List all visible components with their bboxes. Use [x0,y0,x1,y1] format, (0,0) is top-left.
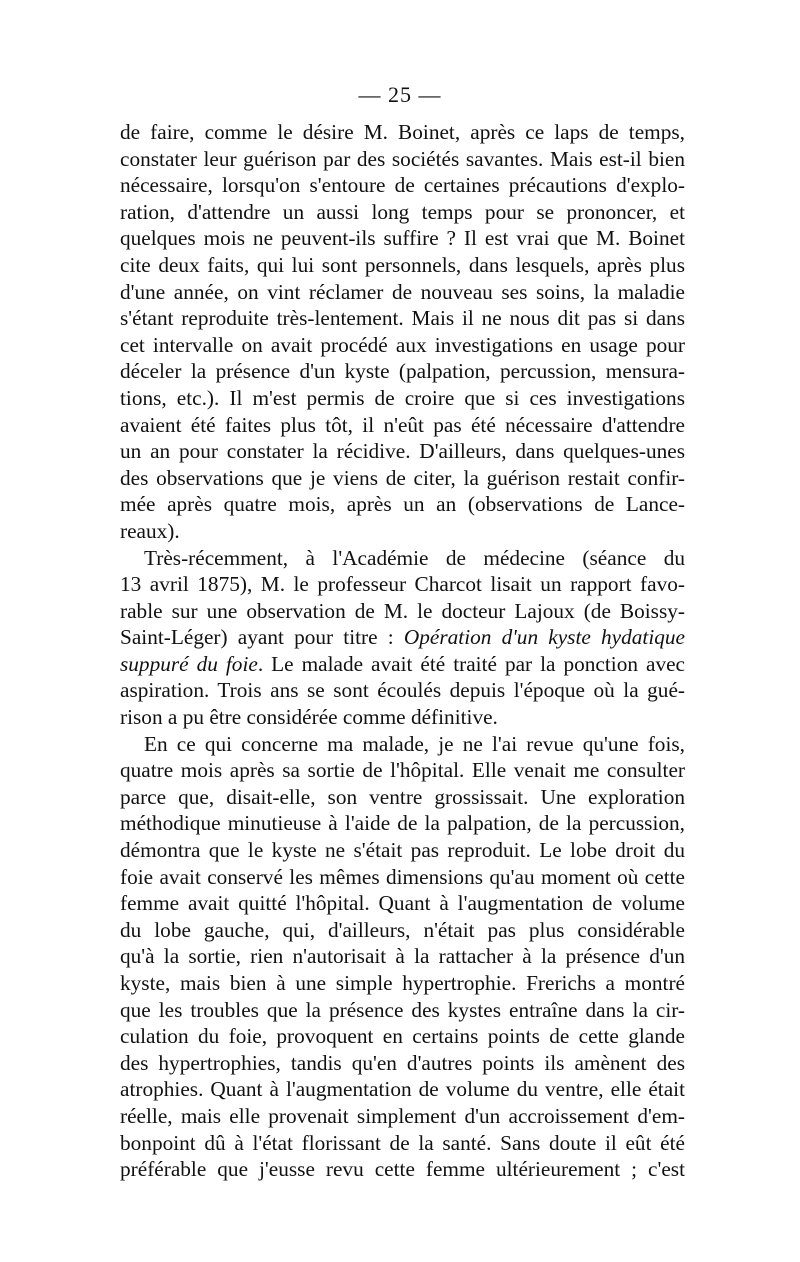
body-text [120,119,685,1183]
text-line: culation du foie, provoquent en certains points de cette glande [120,1024,685,1049]
text-line: préférable que j'eusse revu cette femme ultérieurement ; c'est [120,1157,685,1182]
text-line: parce que, disait-elle, son ventre grossissait. Une exploration [120,784,685,809]
text-line: un an pour constater la récidive. D'ailleurs, dans quelques-unes [120,439,685,464]
text-line: qu'à la sortie, rien n'autorisait à la rattacher à la présence d'un [120,944,685,969]
text-line: kyste, mais bien à une simple hypertrophie. Frerichs a montré [120,971,685,995]
italic-title: Opération d'un kyste hydatique [403,625,685,650]
text-line-with-title [120,651,685,678]
text-line: quatre mois après sa sortie de l'hôpital. Elle venait me consulter [120,758,685,783]
text-line: femme avait quitté l'hôpital. Quant à l'augmentation de volume [120,891,685,916]
text-line-with-title [120,624,685,651]
paragraph-1 [120,119,685,545]
text-segment: . Le malade avait été traité par la ponction avec [257,651,685,676]
text-line: Très-récemment, à l'Académie de médecine (séance du [144,545,685,570]
text-line: réelle, mais elle provenait simplement d'un accroissement d'em- [120,1103,685,1128]
text-line: 13 avril 1875), M. le professeur Charcot lisait un rapport favo- [120,572,685,597]
text-line: de faire, comme le désire M. Boinet, après ce laps de temps, [120,120,685,144]
text-line: constater leur guérison par des sociétés savantes. Mais est-il bien [120,146,685,171]
text-line: quelques mois ne peuvent-ils suffire ? Il est vrai que M. Boinet [120,226,685,251]
text-line: démontra que le kyste ne s'était pas reproduit. Le lobe droit du [120,838,685,863]
text-line: s'étant reproduite très-lentement. Mais il ne nous dit pas si dans [120,306,685,331]
text-line: reaux). [120,518,180,543]
page-number: — 25 — [358,82,442,107]
text-line: rison a pu être considérée comme définitive. [120,705,498,730]
text-line: des hypertrophies, tandis qu'en d'autres points ils amènent des [120,1050,685,1075]
text-line: ration, d'attendre un aussi long temps pour se prononcer, et [120,199,685,224]
text-segment: Saint-Léger) ayant pour titre : [120,625,404,650]
text-line: bonpoint dû à l'état florissant de la santé. Sans doute il eût été [120,1130,685,1155]
text-line: aspiration. Trois ans se sont écoulés depuis l'époque où la gué- [120,678,685,703]
text-line: cite deux faits, qui lui sont personnels, dans lesquels, après plus [120,252,685,277]
text-line: d'une année, on vint réclamer de nouveau ses soins, la maladie [120,279,685,304]
text-line: nécessaire, lorsqu'on s'entoure de certaines précautions d'explo- [120,173,685,198]
text-line: avaient été faites plus tôt, il n'eût pas été nécessaire d'attendre [120,412,685,437]
text-line: que les troubles que la présence des kystes entraîne dans la cir- [120,997,685,1022]
text-line: En ce qui concerne ma malade, je ne l'ai revue qu'une fois, [144,731,685,756]
text-line: des observations que je viens de citer, la guérison restait confir- [120,465,685,490]
paragraph-2 [120,545,685,731]
text-line: déceler la présence d'un kyste (palpation, percussion, mensura- [120,359,685,384]
text-line: atrophies. Quant à l'augmentation de volume du ventre, elle était [120,1077,685,1102]
text-line: du lobe gauche, qui, d'ailleurs, n'était pas plus considérable [120,917,685,942]
paragraph-3 [120,731,685,1183]
text-line: mée après quatre mois, après un an (observations de Lance- [120,492,685,517]
text-line: cet intervalle on avait procédé aux investigations en usage pour [120,332,685,357]
text-line: méthodique minutieuse à l'aide de la palpation, de la percussion, [120,811,685,836]
text-line: rable sur une observation de M. le docteur Lajoux (de Boissy- [120,598,685,623]
text-line: foie avait conservé les mêmes dimensions qu'au moment où cette [120,864,685,889]
text-line: tions, etc.). Il m'est permis de croire que si ces investigations [120,385,685,410]
italic-title: suppuré du foie [120,651,258,676]
